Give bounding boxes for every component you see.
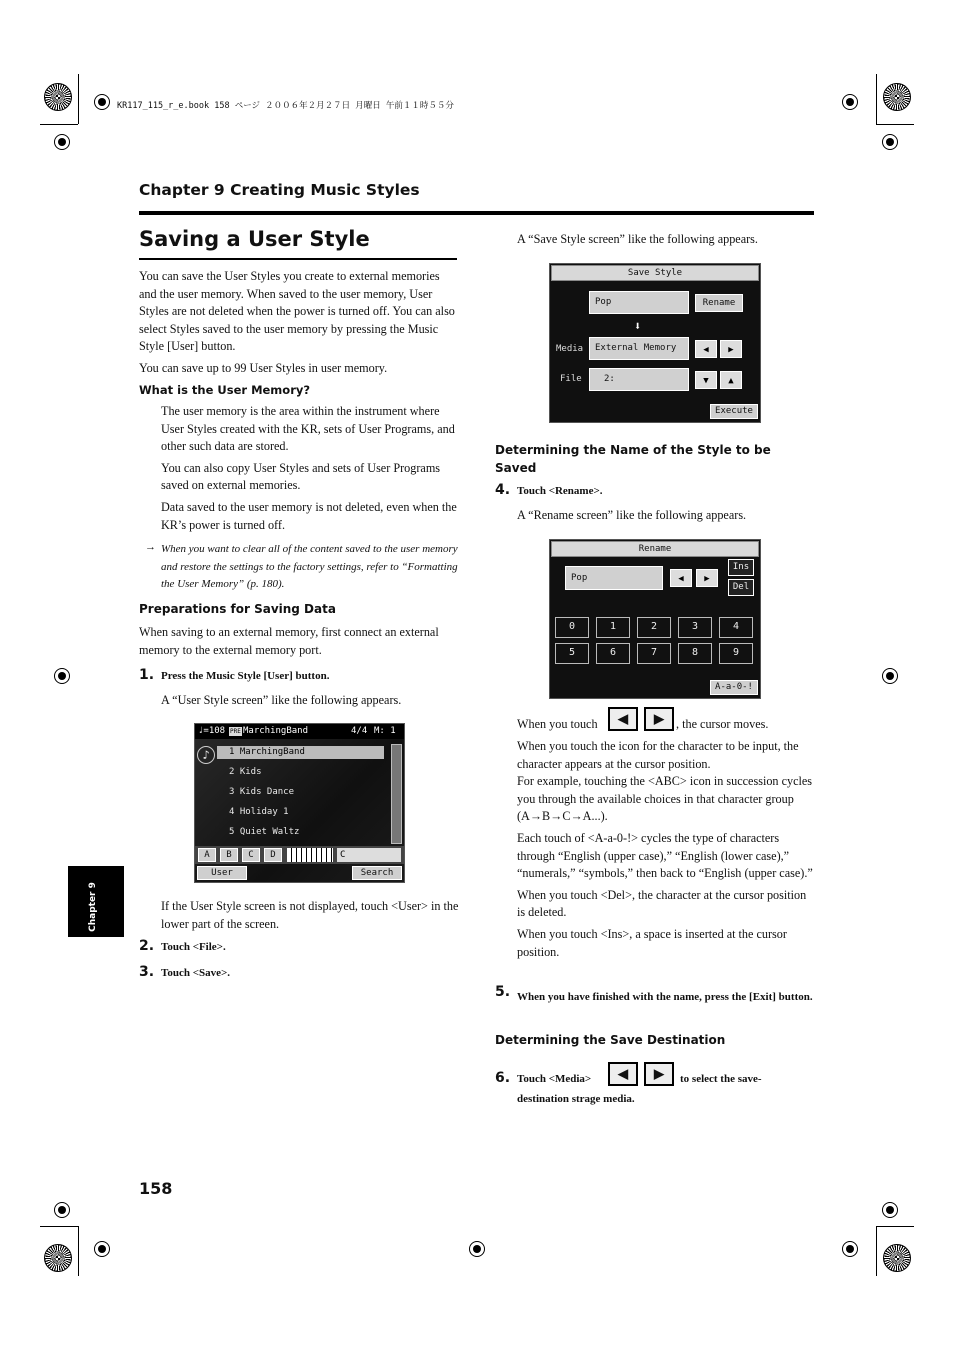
destination-heading: Determining the Save Destination (495, 1033, 726, 1047)
status-bar (195, 724, 404, 739)
step-number: 6. (495, 1070, 511, 1086)
key-button[interactable]: 2 (637, 617, 671, 638)
user-memory-paragraph: The user memory is the area within the instrument where User Styles created with the KR, sets of User Programs, and other such data are stored. (161, 404, 455, 454)
preparations-heading: Preparations for Saving Data (139, 602, 336, 616)
page-number: 158 (139, 1179, 173, 1198)
crosshair-mark (882, 134, 898, 150)
cursor-right-button[interactable]: ▶ (696, 569, 718, 587)
step-result-text: A “User Style screen” like the following appears. (161, 693, 402, 707)
intro-paragraph: You can save the User Styles you create to external memories and the user memory. When saved to the user memory, User Styles are not deleted when the power is turned off. You can also select Styles saved to the user memory by pressing the Music Style [User] button. (139, 269, 455, 354)
screen-title: Rename (551, 541, 759, 557)
chapter-rule (139, 211, 814, 215)
media-label: Media (556, 344, 584, 354)
key-button[interactable]: 0 (555, 617, 589, 638)
char-mode-button[interactable]: A-a-0-! (710, 680, 758, 695)
style-list-item[interactable]: 5 Quiet Waltz (229, 827, 300, 837)
measure-value: M: 1 (374, 726, 396, 736)
step-text: Touch <Media> (517, 1073, 592, 1085)
step-number: 2. (139, 938, 155, 954)
user-style-screen (194, 723, 405, 883)
key-button[interactable]: 3 (678, 617, 712, 638)
style-name-field[interactable]: Pop (589, 291, 689, 314)
down-arrow-button[interactable]: ▼ (695, 371, 717, 389)
tab-c[interactable]: C (242, 848, 260, 862)
down-arrow-icon: ⬇ (634, 319, 642, 333)
crosshair-mark (54, 1202, 70, 1218)
ins-text: When you touch <Ins>, a space is inserted at the cursor position. (517, 926, 787, 959)
style-list-item[interactable]: 4 Holiday 1 (229, 807, 289, 817)
crosshair-mark (842, 94, 858, 110)
save-style-screen (549, 263, 761, 423)
left-arrow-button[interactable]: ◀ (695, 340, 717, 358)
registration-mark (44, 83, 72, 111)
step-text: Touch <Save>. (161, 967, 230, 979)
key-button[interactable]: 7 (637, 643, 671, 664)
example-text: For example, touching the <ABC> icon in succession cycles you through the available choices in that character group (A→B→C→A...). (517, 774, 813, 824)
style-list-item[interactable]: 2 Kids (229, 767, 262, 777)
char-input-text: When you touch the icon for the character to be input, the character appears at the cursor position. (517, 739, 799, 771)
step-text: When you have finished with the name, press the [Exit] button. (517, 991, 813, 1003)
ins-button[interactable]: Ins (728, 559, 754, 576)
note-text: When you want to clear all of the content saved to the user memory and restore the settings to the factory settings, refer to “Formatting the User Memory” (p. 180). (161, 543, 458, 590)
intro-paragraph: You can save up to 99 User Styles in user memory. (139, 360, 388, 375)
step-number: 5. (495, 984, 511, 1000)
search-input[interactable]: C (337, 848, 401, 862)
crosshair-mark (94, 1241, 110, 1257)
step-text: Touch <Rename>. (517, 485, 603, 497)
step-result-text: A “Save Style screen” like the following appears. (517, 232, 758, 246)
preparations-text: When saving to an external memory, first connect an external memory to the external memory port. (139, 625, 439, 657)
rename-button[interactable]: Rename (695, 294, 743, 312)
screen-title: Save Style (551, 265, 759, 281)
crosshair-mark (94, 94, 110, 110)
name-section-heading: Determining the Name of the Style to be Saved (495, 443, 771, 475)
scrollbar[interactable] (391, 744, 402, 844)
step-text: destination strage media. (517, 1093, 635, 1105)
right-arrow-button[interactable]: ▶ (720, 340, 742, 358)
char-type-text: Each touch of <A-a-0-!> cycles the type of characters through “English (upper case),” “English (lower case),” “numerals,” “symbols,” then back to “English (upper case).” (517, 830, 813, 881)
intro-text (139, 268, 459, 378)
style-list-item[interactable]: 1 MarchingBand (217, 746, 384, 759)
step-number: 1. (139, 667, 155, 683)
left-arrow-icon: ◀ (608, 707, 638, 731)
user-memory-text (161, 403, 459, 534)
style-name: MarchingBand (243, 726, 309, 736)
section-rule (139, 258, 457, 260)
media-field[interactable]: External Memory (589, 337, 689, 360)
key-button[interactable]: 9 (719, 643, 753, 664)
del-button[interactable]: Del (728, 579, 754, 596)
chapter-side-tab (68, 866, 124, 937)
step-number: 3. (139, 964, 155, 980)
step-text: to select the save- (680, 1073, 762, 1085)
user-memory-heading: What is the User Memory? (139, 383, 311, 397)
music-note-icon: ♪ (197, 746, 215, 764)
up-arrow-button[interactable]: ▲ (720, 371, 742, 389)
cursor-left-button[interactable]: ◀ (670, 569, 692, 587)
preset-tag: PRE (230, 728, 241, 735)
key-button[interactable]: 8 (678, 643, 712, 664)
step-number: 4. (495, 482, 511, 498)
file-label: File (560, 374, 582, 384)
chapter-side-tab-label: Chapter 9 (88, 882, 98, 932)
key-button[interactable]: 1 (596, 617, 630, 638)
step-result-text: A “Rename screen” like the following appears. (517, 508, 747, 522)
rename-instructions (517, 738, 817, 961)
rename-screen (549, 539, 761, 699)
key-button[interactable]: 4 (719, 617, 753, 638)
style-list-item[interactable]: 3 Kids Dance (229, 787, 295, 797)
crosshair-mark (882, 1202, 898, 1218)
meter-value: 4/4 (351, 726, 368, 736)
tab-d[interactable]: D (264, 848, 282, 862)
tab-b[interactable]: B (220, 848, 238, 862)
chapter-title: Chapter 9 Creating Music Styles (139, 181, 420, 199)
crosshair-mark (882, 668, 898, 684)
user-button[interactable]: User (197, 866, 247, 880)
step-note-text: If the User Style screen is not displayed, touch <User> in the lower part of the screen. (161, 899, 459, 931)
key-button[interactable]: 5 (555, 643, 589, 664)
tempo-value: ♩=108 (198, 726, 226, 736)
section-title: Saving a User Style (139, 227, 370, 251)
key-button[interactable]: 6 (596, 643, 630, 664)
execute-button[interactable]: Execute (710, 404, 758, 419)
cursor-text-start: When you touch (517, 717, 598, 731)
registration-mark (44, 1244, 72, 1272)
registration-mark (883, 1244, 911, 1272)
name-input[interactable]: Pop (565, 566, 663, 590)
search-button[interactable]: Search (352, 866, 402, 880)
right-arrow-icon: ▶ (644, 707, 674, 731)
user-memory-paragraph: Data saved to the user memory is not deleted, even when the KR’s power is turned off. (161, 499, 457, 532)
crosshair-mark (54, 134, 70, 150)
file-info: KR117_115_r_e.book 158 ページ ２００６年２月２７日 月曜日 午前１１時５５分 (117, 101, 454, 111)
user-memory-paragraph: You can also copy User Styles and sets of User Programs saved on external memories. (161, 460, 441, 493)
tab-a[interactable]: A (198, 848, 216, 862)
crosshair-mark (469, 1241, 485, 1257)
note-arrow-icon: → (145, 541, 156, 553)
registration-mark (883, 83, 911, 111)
cursor-text-end: , the cursor moves. (676, 717, 769, 731)
left-arrow-icon: ◀ (608, 1062, 638, 1086)
keyboard-icon (287, 848, 333, 862)
step-text: Press the Music Style [User] button. (161, 670, 330, 682)
crosshair-mark (54, 668, 70, 684)
crosshair-mark (842, 1241, 858, 1257)
step-text: Touch <File>. (161, 941, 226, 953)
del-text: When you touch <Del>, the character at the cursor position is deleted. (517, 887, 807, 920)
right-arrow-icon: ▶ (644, 1062, 674, 1086)
file-field[interactable]: 2: (589, 368, 689, 391)
